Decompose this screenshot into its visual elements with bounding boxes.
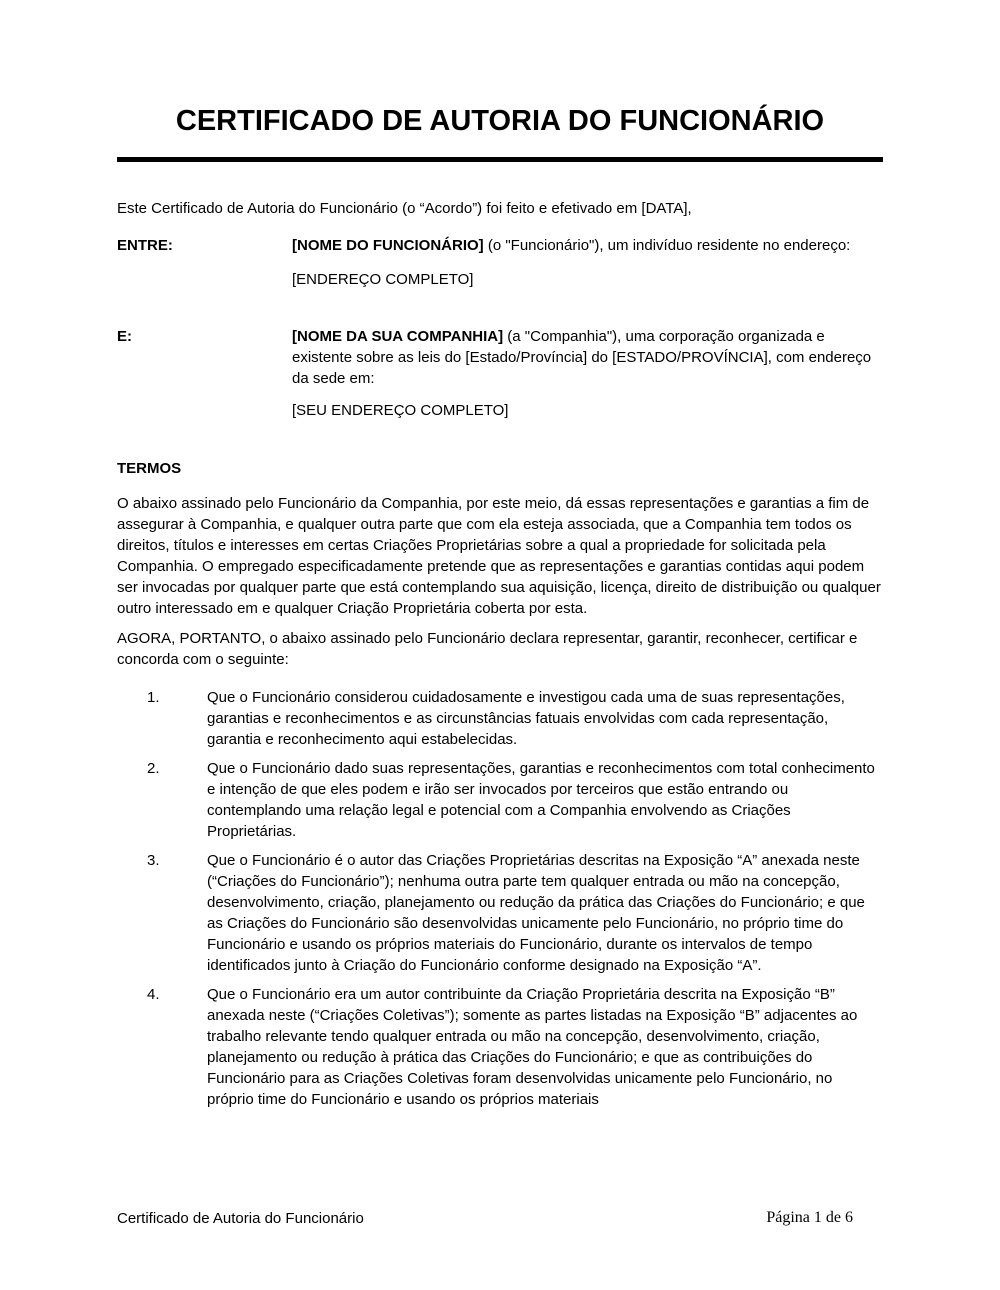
- item-number: 1.: [147, 689, 160, 706]
- numbered-item-1: [117, 687, 883, 750]
- agora-paragraph: AGORA, PORTANTO, o abaixo assinado pelo Funcionário declara representar, garantir, reconhecer, certificar e concorda com o seguinte:: [117, 630, 858, 668]
- party-name-placeholder: [NOME DO FUNCIONÁRIO]: [292, 237, 484, 254]
- terms-paragraph: O abaixo assinado pelo Funcionário da Companhia, por este meio, dá essas representações e garantias a fim de assegurar à Companhia, e qualquer outra parte que com ela esteja associada, que a Companhia tem todos os direitos, títulos e interesses em certas Criações Proprietárias sobre a qual a propriedade for solicitada pela Companhia. O empregado especificadamente pretende que as representações e garantias contidas aqui podem ser invocadas por qualquer parte que está contemplando sua aquisição, licença, direito de distribuição ou qualquer outro interessado em e qualquer Criação Proprietária coberta por esta.: [117, 495, 881, 617]
- party-body: [292, 235, 883, 290]
- numbered-item-3: [117, 850, 883, 976]
- terms-heading: TERMOS: [117, 460, 182, 477]
- numbered-item-4: [117, 984, 883, 1110]
- item-text: Que o Funcionário era um autor contribuinte da Criação Proprietária descrita na Exposição “B” anexada neste (“Criações Coletivas”); somente as partes listadas na Exposição “B” adjacentes ao trabalho relevante tendo qualquer entrada ou mão na concepção, desenvolvimento, criação, planejamento ou redução à prática das Criações do Funcionário; e que as contribuições do Funcionário para as Criações Coletivas foram desenvolvidas unicamente pelo Funcionário, no próprio time do Funcionário e usando os próprios materiais: [207, 986, 858, 1108]
- party-description: (a "Companhia"), uma corporação organizada e existente sobre as leis do [Estado/Província] do [ESTADO/PROVÍNCIA], com endereço da sede em:: [292, 328, 872, 387]
- party-label: E:: [117, 328, 132, 345]
- party-address-placeholder: [ENDEREÇO COMPLETO]: [292, 271, 474, 288]
- party-description: (o "Funcionário"), um indivíduo residente no endereço:: [483, 237, 851, 254]
- party-body: [292, 326, 883, 421]
- item-text: Que o Funcionário considerou cuidadosamente e investigou cada uma de suas representações, garantias e reconhecimentos e as circunstâncias fatuais envolvidas com cada representação, garantia e reconhecimento aqui estabelecidas.: [207, 689, 845, 748]
- party-name-placeholder: [NOME DA SUA COMPANHIA]: [292, 328, 504, 345]
- party-address-placeholder: [SEU ENDEREÇO COMPLETO]: [292, 402, 509, 419]
- page-number: Página 1 de 6: [766, 1209, 853, 1226]
- page-footer: [117, 1208, 883, 1229]
- page-title: CERTIFICADO DE AUTORIA DO FUNCIONÁRIO: [175, 105, 825, 137]
- footer-title: Certificado de Autoria do Funcionário: [117, 1210, 364, 1227]
- title-rule: [117, 157, 883, 162]
- item-number: 4.: [147, 986, 160, 1003]
- party-description-line: [292, 326, 883, 389]
- party-label: ENTRE:: [117, 237, 173, 254]
- item-text: Que o Funcionário é o autor das Criações Proprietárias descritas na Exposição “A” anexada neste (“Criações do Funcionário”); nenhuma outra parte tem qualquer entrada ou mão na concepção, desenvolvimento, criação, planejamento ou redução da prática das Criações do Funcionário; e que as Criações do Funcionário são desenvolvidas unicamente pelo Funcionário, no próprio time do Funcionário e usando os próprios materiais do Funcionário, durante os intervalos de tempo identificados junto à Criação do Funcionário conforme designado na Exposição “A”.: [207, 852, 865, 974]
- item-text: Que o Funcionário dado suas representações, garantias e reconhecimentos com total conhecimento e intenção de que eles podem e irão ser invocados por terceiros que estão entrando ou contemplando uma relação legal e potencial com a Companhia envolvendo as Criações Proprietárias.: [207, 760, 875, 840]
- intro-paragraph: Este Certificado de Autoria do Funcionário (o “Acordo”) foi feito e efetivado em [DATA],: [117, 200, 692, 217]
- numbered-list: [117, 687, 883, 1110]
- item-number: 3.: [147, 852, 160, 869]
- party-block-entre: [117, 235, 883, 290]
- item-number: 2.: [147, 760, 160, 777]
- party-block-e: [117, 326, 883, 421]
- party-description-line: [292, 235, 883, 256]
- numbered-item-2: [117, 758, 883, 842]
